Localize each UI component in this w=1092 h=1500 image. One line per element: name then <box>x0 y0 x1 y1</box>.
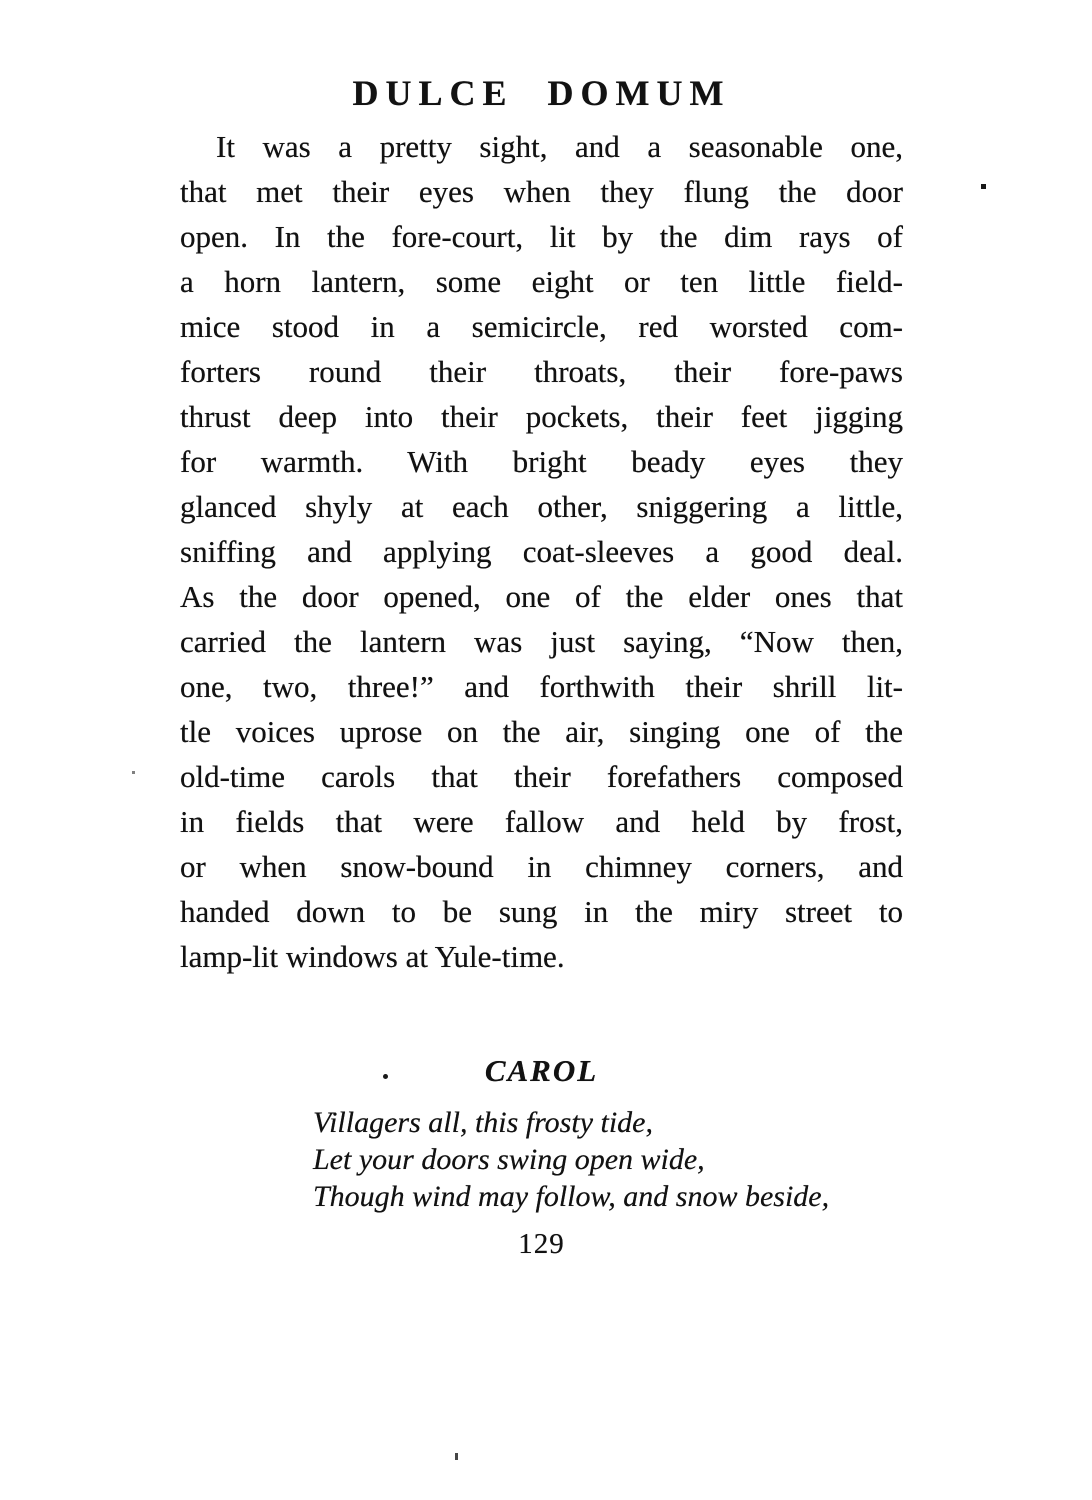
text-line: As the door opened, one of the elder ones that <box>180 579 903 614</box>
text-line: in fields that were fallow and held by frost, <box>180 804 903 839</box>
text-line: for warmth. With bright beady eyes they <box>180 444 903 479</box>
text-line: forters round their throats, their fore-paws <box>180 354 903 389</box>
text-line: lamp-lit windows at Yule-time. <box>180 939 565 974</box>
text-line: glanced shyly at each other, sniggering a little, <box>180 489 903 524</box>
carol-heading: CAROL <box>484 1053 599 1088</box>
page-number: 129 <box>518 1228 565 1260</box>
verse-line: Villagers all, this frosty tide, <box>313 1106 653 1139</box>
verse-line: Though wind may follow, and snow beside, <box>313 1180 830 1213</box>
ink-speck <box>455 1453 458 1460</box>
text-line: It was a pretty sight, and a seasonable one, <box>216 129 903 164</box>
text-line: sniffing and applying coat-sleeves a good deal. <box>180 534 903 569</box>
text-line: that met their eyes when they flung the door <box>180 174 903 209</box>
text-line: mice stood in a semicircle, red worsted com- <box>180 309 903 344</box>
carol-verse <box>313 1104 829 1215</box>
paragraph <box>180 124 903 979</box>
text-line: old-time carols that their forefathers composed <box>180 759 903 794</box>
ink-speck <box>132 771 135 774</box>
text-line: or when snow-bound in chimney corners, and <box>180 849 903 884</box>
chapter-title: DULCE DOMUM <box>352 73 731 113</box>
text-line: open. In the fore-court, lit by the dim rays of <box>180 219 903 254</box>
ink-speck <box>981 184 986 189</box>
text-line: tle voices uprose on the air, singing one of the <box>180 714 903 749</box>
text-line: a horn lantern, some eight or ten little field- <box>180 264 903 299</box>
text-line: handed down to be sung in the miry street to <box>180 894 903 929</box>
text-line: thrust deep into their pockets, their feet jigging <box>180 399 903 434</box>
text-line: carried the lantern was just saying, “Now then, <box>180 624 903 659</box>
verse-line: Let your doors swing open wide, <box>313 1143 705 1176</box>
text-line: one, two, three!” and forthwith their shrill lit- <box>180 669 903 704</box>
